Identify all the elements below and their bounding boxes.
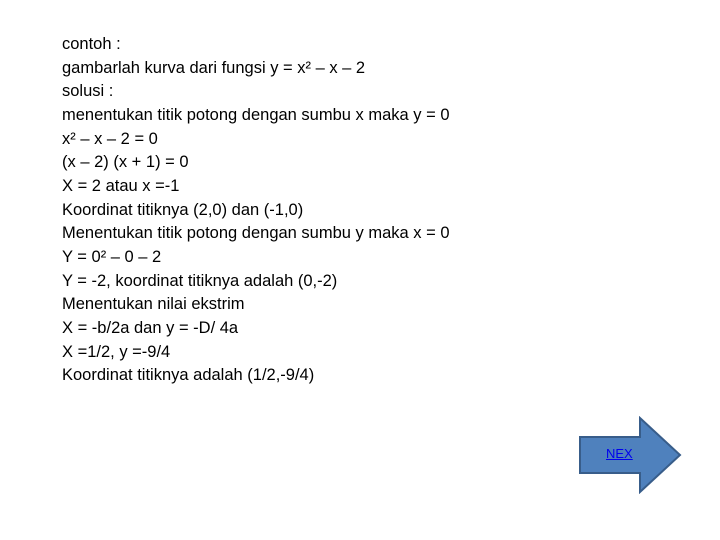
text-line-x-intercepts: Koordinat titiknya (2,0) dan (-1,0) <box>62 200 304 219</box>
text-line-extreme-values: X =1/2, y =-9/4 <box>62 342 171 361</box>
text-line-factorization: (x – 2) (x + 1) = 0 <box>62 153 189 172</box>
text-line-solution-heading: solusi : <box>62 82 114 101</box>
text-line-x-intercept-step: menentukan titik potong dengan sumbu x maka y = 0 <box>62 105 450 124</box>
next-link[interactable]: NEX <box>606 446 633 461</box>
text-line-problem: gambarlah kurva dari fungsi y = x² – x – 2 <box>62 58 366 77</box>
text-line-extreme-formula: X = -b/2a dan y = -D/ 4a <box>62 318 239 337</box>
text-line-equation: x² – x – 2 = 0 <box>62 129 158 148</box>
text-line-extreme-heading: Menentukan nilai ekstrim <box>62 295 245 314</box>
text-line-y-substitution: Y = 0² – 0 – 2 <box>62 247 162 266</box>
text-line-y-intercept: Y = -2, koordinat titiknya adalah (0,-2) <box>62 271 338 290</box>
solution-text <box>62 33 662 388</box>
text-line-extreme-point: Koordinat titiknya adalah (1/2,-9/4) <box>62 366 315 385</box>
text-line-y-intercept-step: Menentukan titik potong dengan sumbu y maka x = 0 <box>62 224 450 243</box>
next-button[interactable] <box>578 416 682 494</box>
text-line-roots: X = 2 atau x =-1 <box>62 176 180 195</box>
text-line-example-heading: contoh : <box>62 35 121 53</box>
